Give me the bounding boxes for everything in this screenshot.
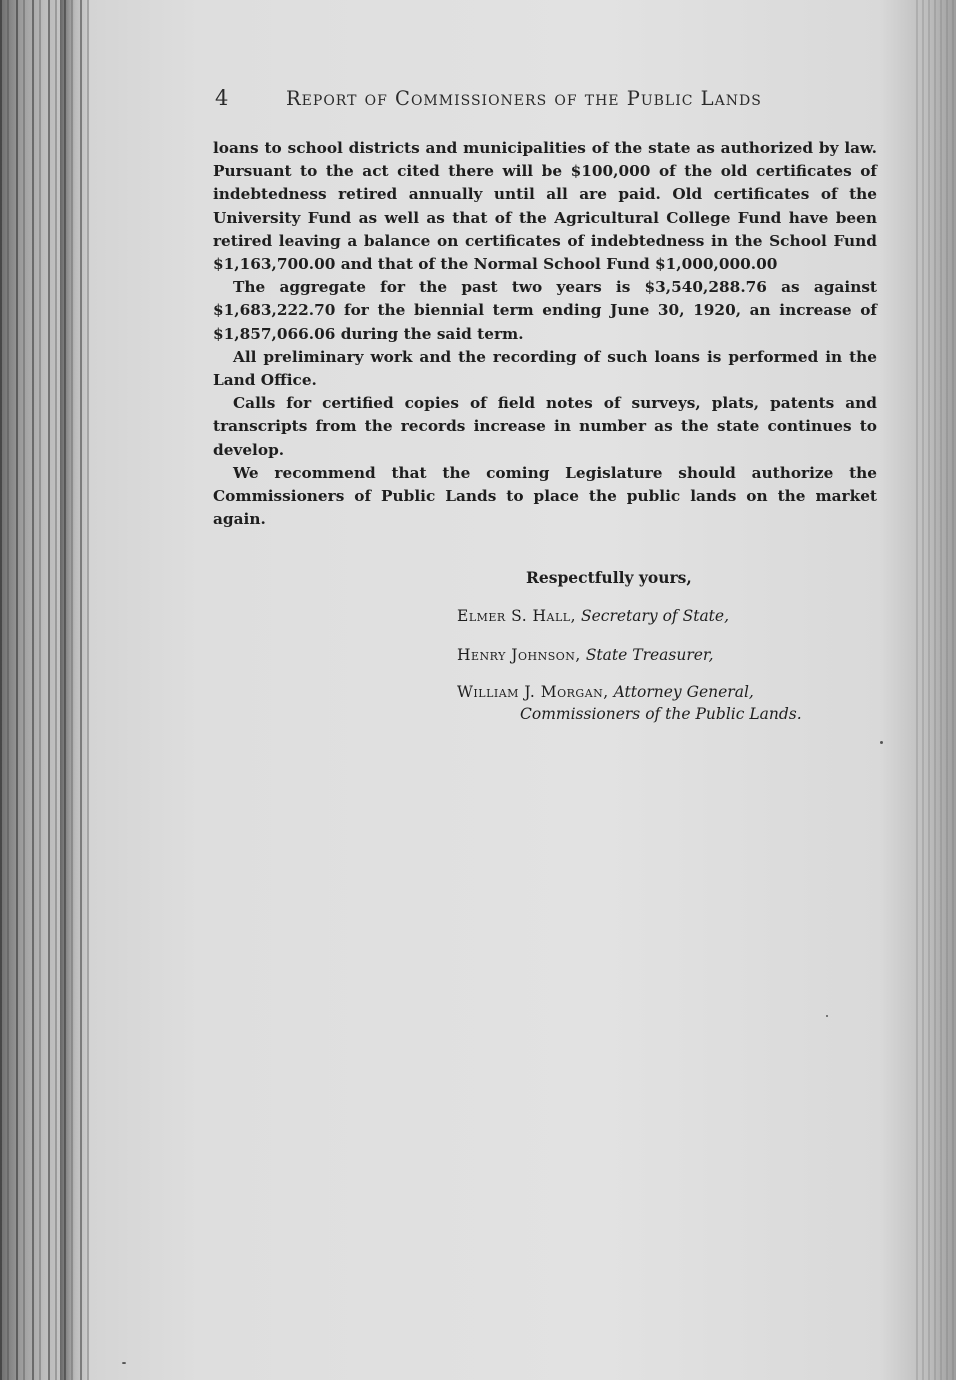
- signatory-role: Attorney General,: [613, 683, 754, 701]
- paragraph-aggregate: The aggregate for the past two years is $3,540,288.76 as against $1,683,222.70 for the biennial term ending June 30, 1920, an increase of $1,857,066.06 during the said term.: [213, 278, 877, 343]
- scan-speck: [880, 741, 883, 744]
- page-right-edge: [916, 0, 956, 1380]
- paragraph-recommendation: We recommend that the coming Legislature should authorize the Commissioners of Public Lands to place the public lands on the market again.: [213, 463, 877, 529]
- signatory-name: Elmer S. Hall,: [457, 607, 577, 625]
- signatory-name: Henry Johnson,: [457, 646, 581, 664]
- scan-speck: [122, 1362, 126, 1364]
- document-page: [213, 86, 877, 723]
- signatory-role: Secretary of State,: [580, 607, 730, 625]
- paragraph-preliminary-work: All preliminary work and the recording of such loans is performed in the Land Office.: [213, 347, 877, 390]
- signatory-role: State Treasurer,: [585, 646, 714, 664]
- running-header: [213, 86, 877, 114]
- paragraph-certified-copies: Calls for certified copies of field notes of surveys, plats, patents and transcripts from the records increase in number as the state continues to develop.: [213, 394, 877, 459]
- body-text: [213, 137, 877, 531]
- running-title: Report of Commissioners of the Public Lands: [286, 87, 762, 110]
- signature-state-treasurer: [457, 646, 714, 664]
- page-number: 4: [215, 86, 229, 110]
- closing-salutation: Respectfully yours,: [526, 568, 692, 587]
- signature-footer: Commissioners of the Public Lands.: [520, 705, 802, 723]
- signatory-name: William J. Morgan,: [457, 683, 609, 701]
- binding-shadow: [60, 0, 90, 1380]
- signature-attorney-general: [457, 683, 754, 701]
- scan-speck: [826, 1015, 828, 1017]
- paragraph-continued: loans to school districts and municipalities of the state as authorized by law. Pursuant to the act cited there will be $100,000 of the old certificates of indebtedness retired annually until all are paid. Old certificates of the University Fund as well as that of the Agricultural College Fund have been retired leaving a balance on certificates of indebtedness in the School Fund $1,163,700.00 and that of the Normal School Fund $1,000,000.00: [213, 139, 877, 274]
- signature-secretary-of-state: [457, 607, 729, 625]
